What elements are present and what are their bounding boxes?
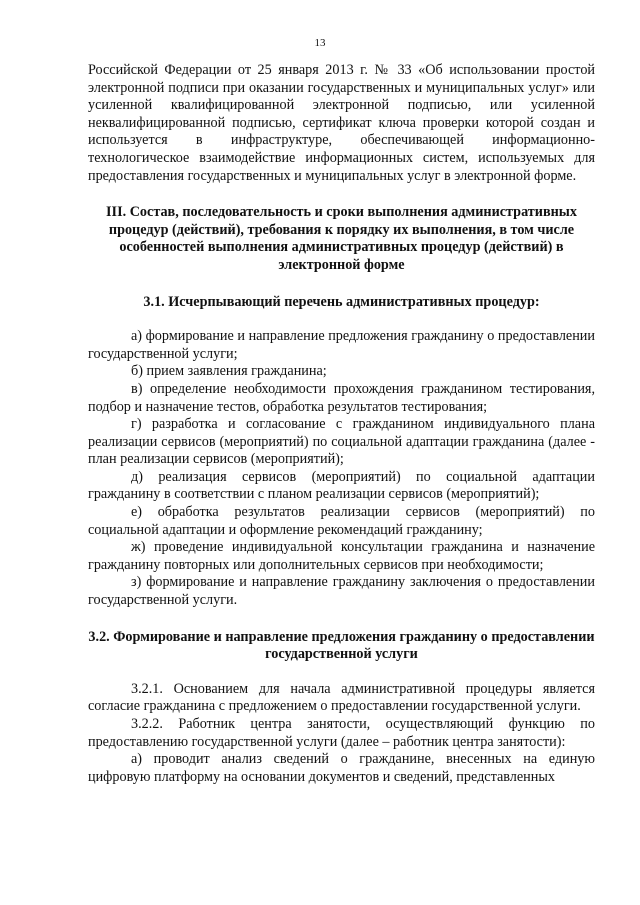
list-item: в) определение необходимости прохождения гражданином тестирования, подбор и назначение тестов, обработка результатов тестирования;: [88, 380, 595, 415]
subsection-3-2-title: 3.2. Формирование и направление предложения гражданину о предоставлении государственной услуги: [88, 628, 595, 663]
section-title: III. Состав, последовательность и сроки выполнения административных процедур (действий), требования к порядку их выполнения, в том числе особенностей выполнения административных процедур (действий) в электронной форме: [106, 204, 577, 273]
document-body: [88, 62, 595, 786]
list-item: г) разработка и согласование с гражданином индивидуального плана реализации сервисов (мероприятий) по социальной адаптации гражданина (далее - план реализации сервисов (мероприятий);: [88, 416, 595, 468]
list-item: е) обработка результатов реализации сервисов (мероприятий) по социальной адаптации и оформление рекомендаций гражданину;: [88, 504, 595, 538]
procedure-list: [88, 328, 595, 610]
list-item: б) прием заявления гражданина;: [131, 363, 327, 380]
paragraph-3-2-1: 3.2.1. Основанием для начала административной процедуры является согласие гражданина с предложением о предоставлении государственной услуги.: [88, 680, 595, 715]
list-item: д) реализация сервисов (мероприятий) по социальной адаптации гражданину в соответствии с планом реализации сервисов (мероприятий);: [88, 468, 595, 503]
list-item: а) формирование и направление предложения гражданину о предоставлении государственной услуги;: [88, 328, 595, 362]
paragraph-3-2-2: 3.2.2. Работник центра занятости, осуществляющий функцию по предоставлению государственной услуги (далее – работник центра занятости):: [88, 716, 595, 750]
intro-paragraph: Российской Федерации от 25 января 2013 г. № 33 «Об использовании простой электронной подписи при оказании государственных и муниципальных услуг» или усиленной квалифицированной электронной подписью, или усиленной неквалифицированной подписью, сертификат ключа проверки которой создан и используется в инфраструктуре, обеспечивающей информационно-технологическое взаимодействие информационных систем, используемых для предоставления государственных и муниципальных услуг в электронной форме.: [88, 62, 595, 184]
paragraph-3-2-2-a: а) проводит анализ сведений о гражданине, внесенных на единую цифровую платформу на основании документов и сведений, представленных: [88, 751, 595, 785]
subsection-3-1-title: 3.1. Исчерпывающий перечень административных процедур:: [143, 293, 540, 310]
list-item: з) формирование и направление гражданину заключения о предоставлении государственной услуги.: [88, 574, 595, 609]
list-item: ж) проведение индивидуальной консультации гражданина и назначение гражданину повторных или дополнительных сервисов при необходимости;: [88, 539, 595, 573]
page-number: 13: [314, 37, 326, 49]
